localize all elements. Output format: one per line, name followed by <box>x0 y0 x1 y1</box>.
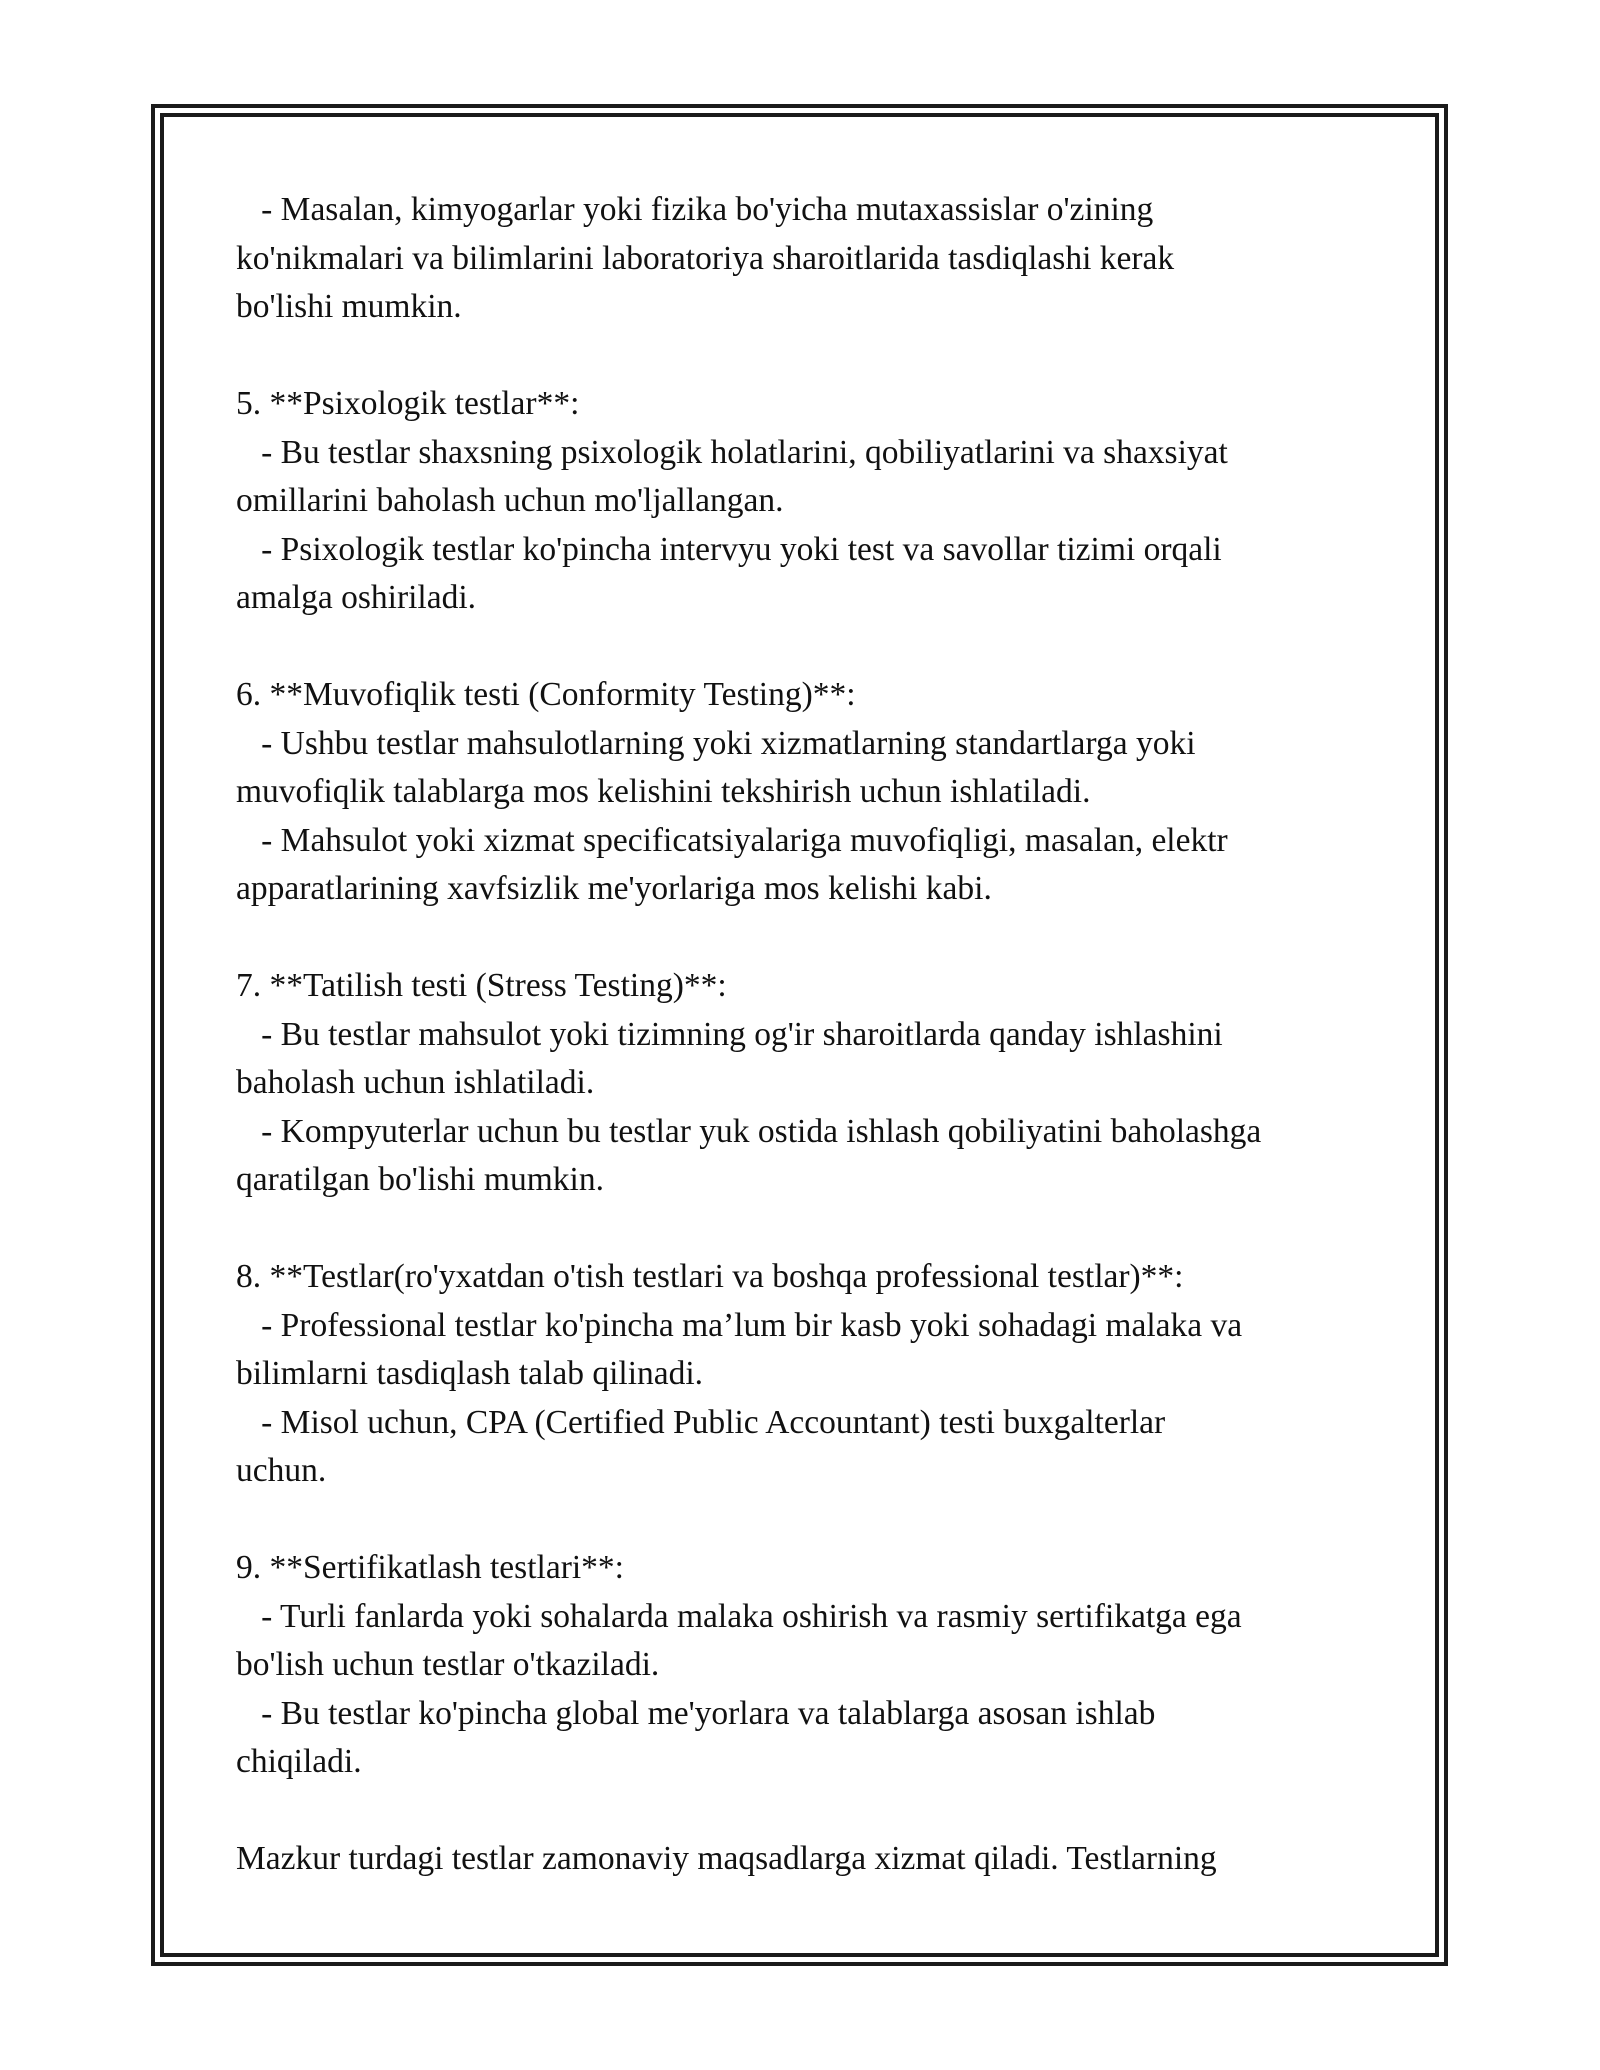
text-line: - Turli fanlarda yoki sohalarda malaka oshirish va rasmiy sertifikatga ega <box>236 1597 1242 1635</box>
paragraph-gap <box>236 332 1366 381</box>
text-line: Mazkur turdagi testlar zamonaviy maqsadlarga xizmat qiladi. Testlarning <box>236 1840 1217 1877</box>
text-line: amalga oshiriladi. <box>236 579 477 616</box>
text-line: - Mahsulot yoki xizmat specificatsiyalariga muvofiqligi, masalan, elektr <box>236 821 1228 859</box>
section-heading: 5. **Psixologik testlar**: <box>236 385 580 422</box>
text-line: - Professional testlar ko'pincha ma’lum bir kasb yoki sohadagi malaka va <box>236 1306 1243 1344</box>
text-line: muvofiqlik talablarga mos kelishini tekshirish uchun ishlatiladi. <box>236 773 1091 810</box>
paragraph-gap <box>236 623 1366 672</box>
section-heading: 7. **Tatilish testi (Stress Testing)**: <box>236 967 727 1004</box>
section-heading: 8. **Testlar(ro'yxatdan o'tish testlari va boshqa professional testlar)**: <box>236 1258 1184 1295</box>
text-line: - Bu testlar mahsulot yoki tizimning og'ir sharoitlarda qanday ishlashini <box>236 1015 1223 1053</box>
text-line: - Ushbu testlar mahsulotlarning yoki xizmatlarning standartlarga yoki <box>236 724 1196 762</box>
paragraph-gap <box>236 1787 1366 1836</box>
text-line: bo'lishi mumkin. <box>236 288 462 325</box>
paragraph <box>236 186 1366 332</box>
paragraph-gap <box>236 1205 1366 1254</box>
text-line: apparatlarining xavfsizlik me'yorlariga mos kelishi kabi. <box>236 870 992 907</box>
text-line: - Bu testlar ko'pincha global me'yorlara va talablarga asosan ishlab <box>236 1694 1156 1732</box>
text-line: ko'nikmalari va bilimlarini laboratoriya sharoitlarida tasdiqlashi kerak <box>236 239 1175 277</box>
text-line: - Masalan, kimyogarlar yoki fizika bo'yicha mutaxassislar o'zining <box>236 191 1154 228</box>
text-line: - Psixologik testlar ko'pincha intervyu yoki test va savollar tizimi orqali <box>236 530 1222 568</box>
text-line: baholash uchun ishlatiladi. <box>236 1064 595 1101</box>
text-line: - Misol uchun, CPA (Certified Public Accountant) testi buxgalterlar <box>236 1403 1166 1441</box>
section-9 <box>236 1544 1366 1787</box>
text-line: bo'lish uchun testlar o'tkaziladi. <box>236 1646 660 1683</box>
text-line: qaratilgan bo'lishi mumkin. <box>236 1161 604 1198</box>
section-heading: 9. **Sertifikatlash testlari**: <box>236 1549 624 1586</box>
section-heading: 6. **Muvofiqlik testi (Conformity Testing)**: <box>236 676 856 713</box>
text-line: bilimlarni tasdiqlash talab qilinadi. <box>236 1355 704 1392</box>
paragraph-gap <box>236 914 1366 963</box>
text-line: uchun. <box>236 1452 327 1489</box>
text-line: omillarini baholash uchun mo'ljallangan. <box>236 482 784 519</box>
paragraph-gap <box>236 1496 1366 1545</box>
document-body <box>236 186 1366 1884</box>
section-8 <box>236 1253 1366 1496</box>
text-line: - Kompyuterlar uchun bu testlar yuk ostida ishlash qobiliyatini baholashga <box>236 1112 1262 1150</box>
section-6 <box>236 671 1366 914</box>
text-line: chiqiladi. <box>236 1743 362 1780</box>
closing-paragraph <box>236 1835 1366 1884</box>
section-7 <box>236 962 1366 1205</box>
text-line: - Bu testlar shaxsning psixologik holatlarini, qobiliyatlarini va shaxsiyat <box>236 433 1228 471</box>
section-5 <box>236 380 1366 623</box>
